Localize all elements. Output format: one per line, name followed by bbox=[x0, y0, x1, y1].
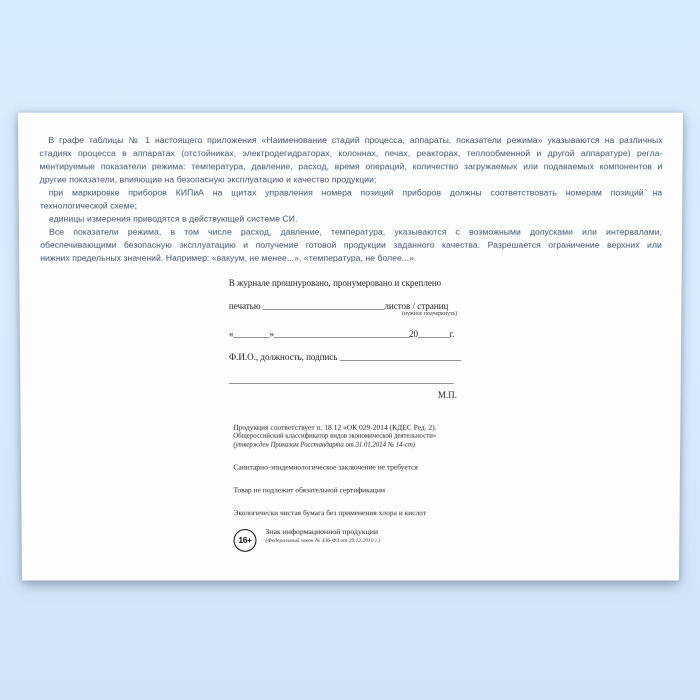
info-product-sign-label: Знак информационной продукции bbox=[265, 527, 379, 536]
stamp-placeholder: М.П. bbox=[437, 389, 457, 400]
regulation-line: при маркировке приборов КИПиА на щитах управления номера позиций приборов должны соответствовать номерам позиций на bbox=[48, 187, 663, 198]
journal-signature-line: Ф.И.О., должность, подпись ___________________________ bbox=[229, 351, 462, 362]
regulation-line: Все показатели режима, в том числе расход, давление, температура, указываются с возможными допусками или интервалами, bbox=[49, 226, 662, 237]
journal-title: В журнале прошнуровано, пронумеровано и скреплено bbox=[228, 277, 442, 288]
regulation-line: другие показатели, влияющие на безопасную эксплуатацию и качество продукции; bbox=[39, 174, 377, 185]
eco-paper-statement: Экологически чистая бумага без применения хлора и кислот bbox=[233, 508, 427, 518]
regulation-line: обеспечивающими безопасную эксплуатацию и получение готовой продукции заданного качества. Разрешается ограничение верхних или bbox=[40, 239, 662, 250]
product-info-block bbox=[233, 423, 483, 552]
sanitary-statement: Санитарно-эпидемиологическое заключение не требуется bbox=[233, 462, 418, 472]
underline-as-needed-note: (нужное подчеркнуть) bbox=[401, 310, 458, 317]
regulation-line: ментируемые показатели режима: температура, давление, расход, время операций, количество загружаемых или подаваемых компонентов и bbox=[39, 161, 663, 172]
regulation-line: единицы измерения приводятся в действующей системе СИ. bbox=[48, 213, 298, 224]
document-page bbox=[18, 113, 683, 581]
okved-classifier-line: Общероссийский классификатор видов экономической деятельности» bbox=[233, 432, 437, 440]
federal-law-reference: (Федеральный закон № 436-ФЗ от 29.12.2010 г.) bbox=[265, 537, 381, 544]
age-rating-row bbox=[234, 527, 483, 552]
certification-statement: Товар не подлежит обязательной сертификации bbox=[233, 485, 385, 495]
regulation-line: технологической схеме; bbox=[39, 200, 137, 211]
journal-sheets-line: печатью ___________________________листов / страниц bbox=[228, 300, 449, 311]
regulation-line: В графе таблицы № 1 настоящего приложения «Наименование стадий процесса, аппараты, показатели режима» указываются на различных bbox=[48, 134, 663, 146]
age-rating-16plus-icon: 16+ bbox=[234, 529, 257, 552]
journal-date-line: «________»______________________________20_______г. bbox=[228, 328, 455, 340]
regulation-line: стадиях процесса в аппаратах (отстойниках, электродегидраторах, колоннах, печах, реакторах, теплообменной и другой аппаратуре) регла- bbox=[39, 148, 663, 159]
okved-approval-line: (утвержден Приказом Росстандарта от 31.01.2014 № 14-ст) bbox=[233, 441, 415, 449]
journal-blank-line: __________________________________________________ bbox=[229, 374, 454, 385]
journal-certification-block bbox=[228, 277, 462, 404]
regulation-line: нижних предельных значений. Например: «вакуум, не менее...», «температура, не более...». bbox=[40, 252, 417, 263]
regulation-text-block bbox=[39, 134, 662, 265]
age-rating-caption bbox=[265, 527, 380, 546]
okved-line: Продукция соответствует п. 18.12 «ОК 029-2014 (КДЕС Ред. 2). bbox=[233, 422, 437, 432]
